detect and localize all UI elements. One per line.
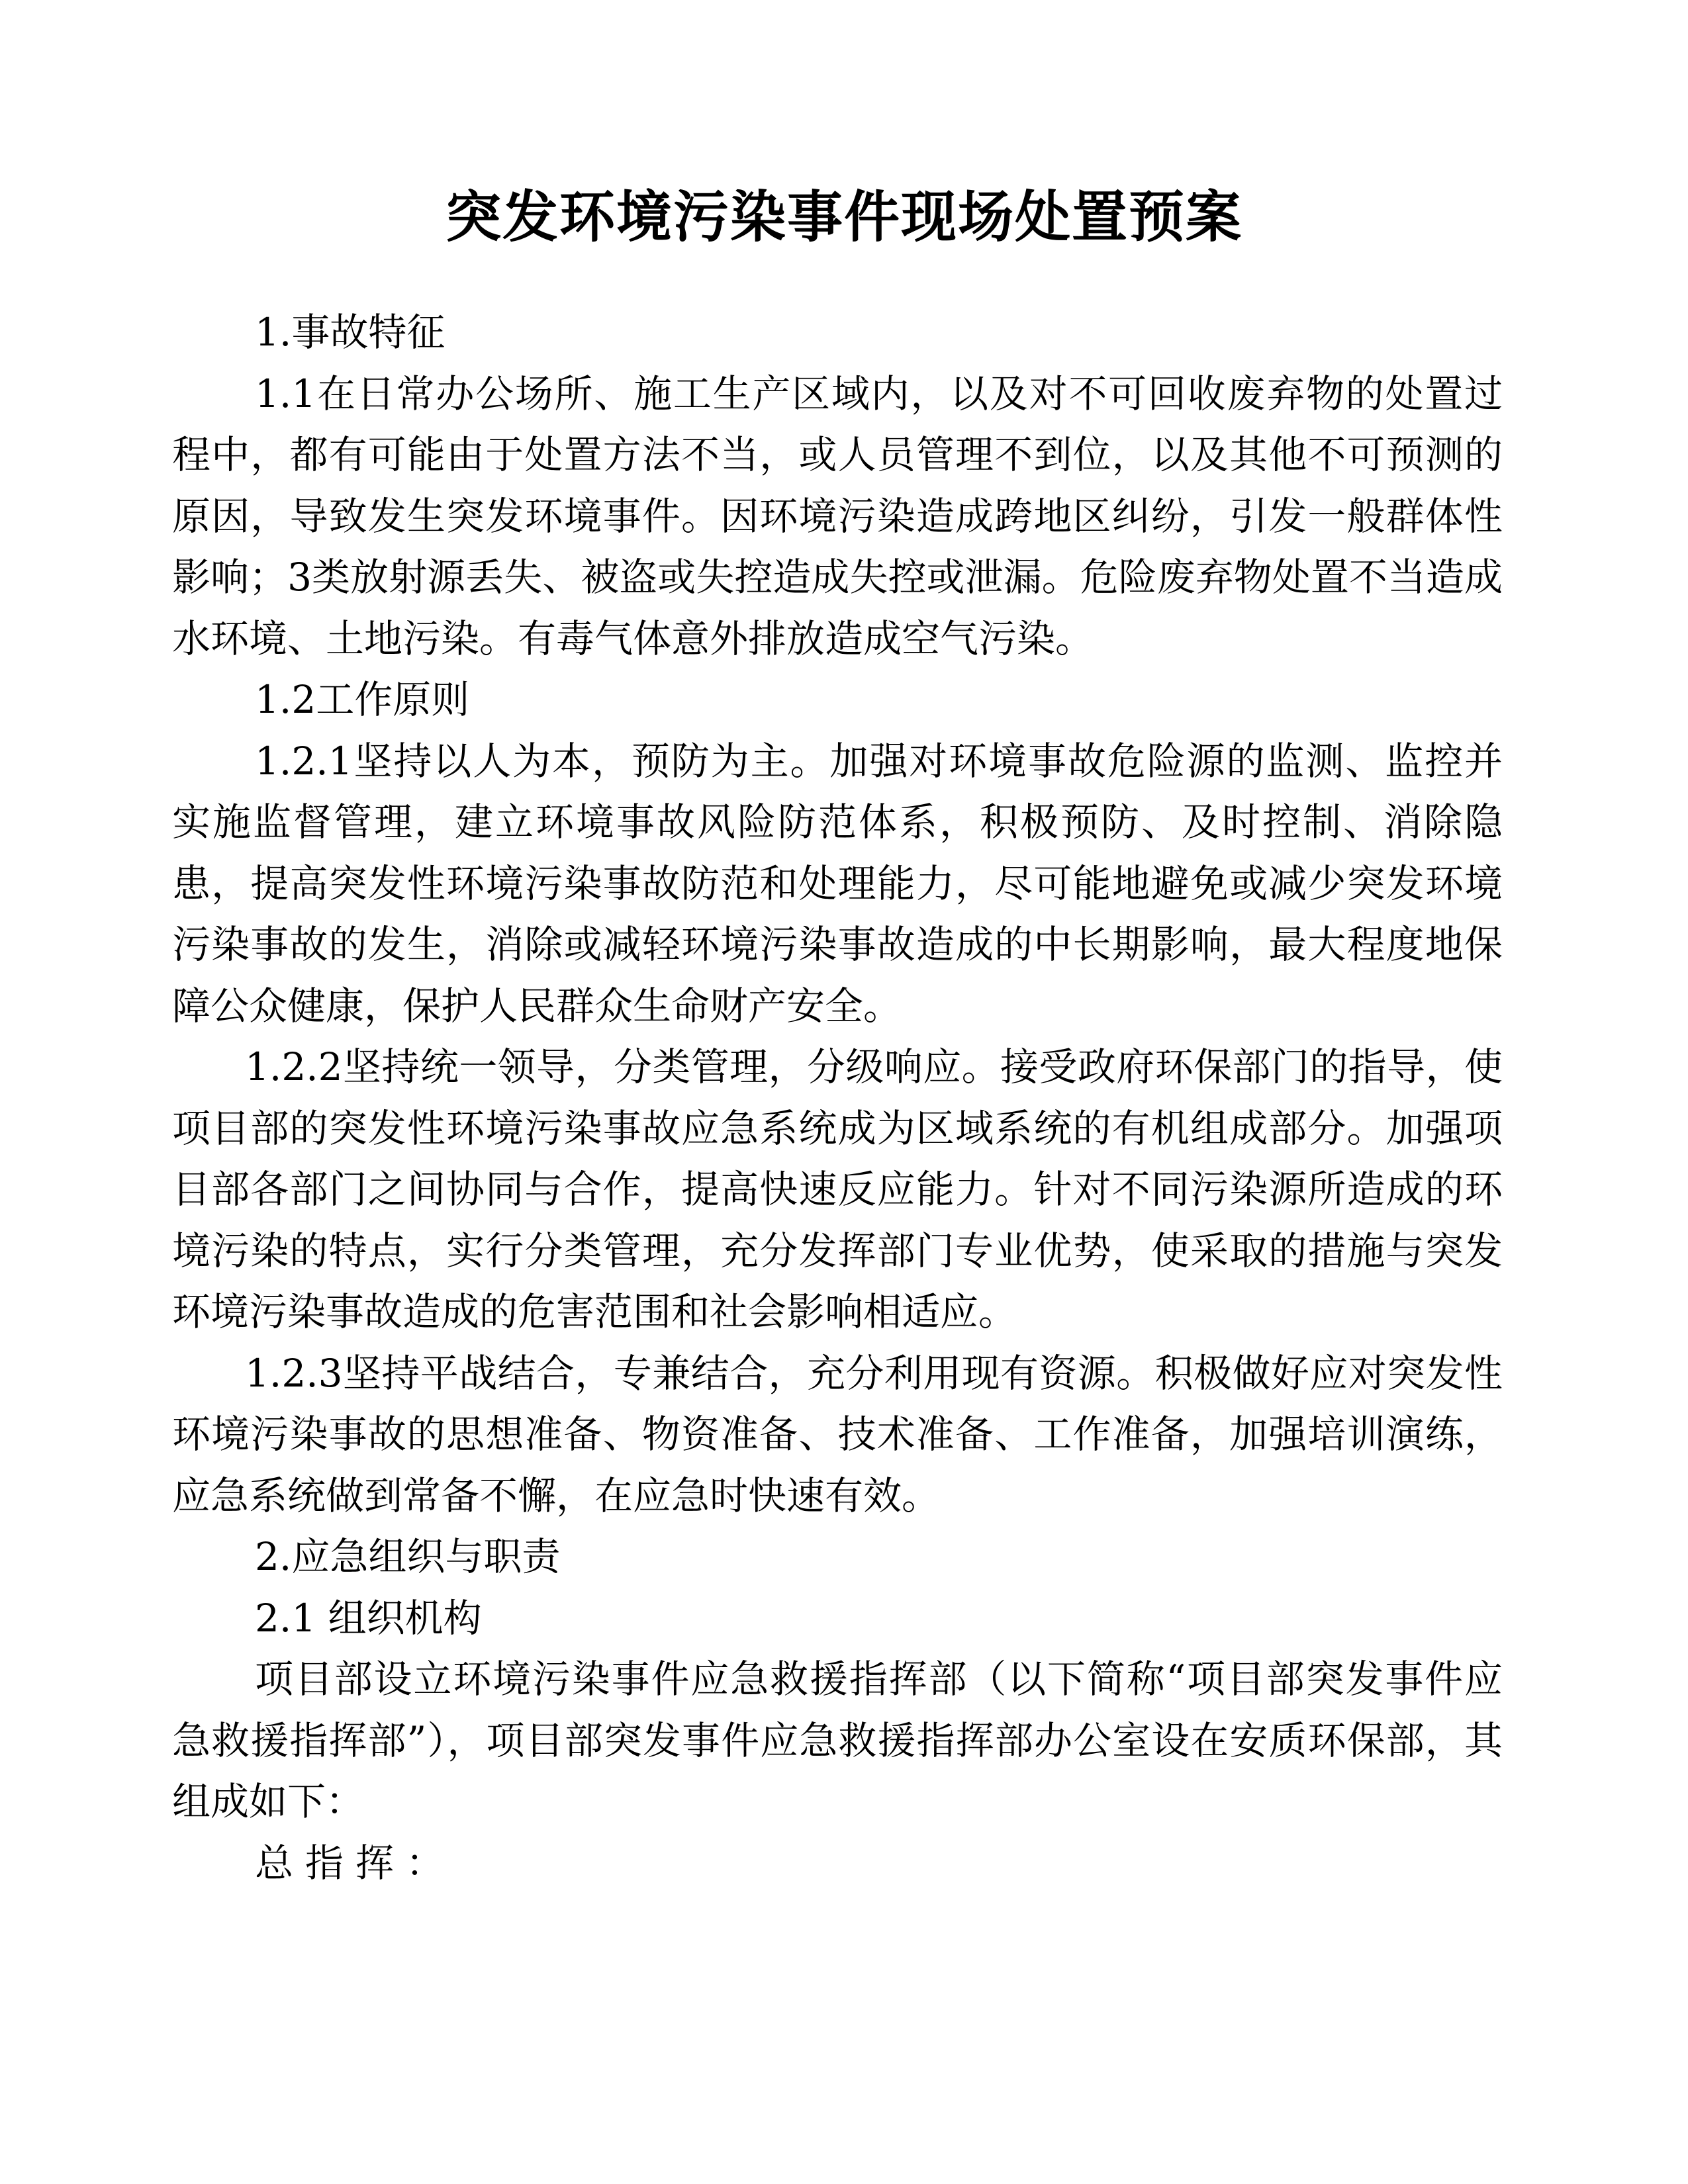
paragraph-1-2-2: 1.2.2坚持统一领导，分类管理，分级响应。接受政府环保部门的指导，使项目部的突发性环境污染事故应急系统成为区域系统的有机组成部分。加强项目部各部门之间协同与合作，提高快速反应能力。针对不同污染源所造成的环境污染的特点，实行分类管理，充分发挥部门专业优势，使采取的措施与突发环境污染事故造成的危害范围和社会影响相适应。 [172, 1044, 1503, 1334]
section-heading-organization-structure: 2.1 组织机构 [255, 1595, 482, 1641]
paragraph-1-2-1: 1.2.1坚持以人为本，预防为主。加强对环境事故危险源的监测、监控并实施监督管理，建立环境事故风险防范体系，积极预防、及时控制、消除隐患，提高突发性环境污染事故防范和处理能力，尽可能地避免或减少突发环境污染事故的发生，消除或减轻环境污染事故造成的中长期影响，最大程度地保障公众健康，保护人民群众生命财产安全。 [172, 738, 1503, 1028]
paragraph-1-2-3: 1.2.3坚持平战结合，专兼结合，充分利用现有资源。积极做好应对突发性环境污染事故的思想准备、物资准备、技术准备、工作准备，加强培训演练，应急系统做到常备不懈，在应急时快速有效。 [172, 1350, 1503, 1518]
paragraph-command-setup: 项目部设立环境污染事件应急救援指挥部（以下简称“项目部突发事件应急救援指挥部”），项目部突发事件应急救援指挥部办公室设在安质环保部，其组成如下： [172, 1657, 1503, 1824]
paragraph-1-1: 1.1在日常办公场所、施工生产区域内，以及对不可回收废弃物的处置过程中，都有可能由于处置方法不当，或人员管理不到位，以及其他不可预测的原因，导致发生突发环境事件。因环境污染造成跨地区纠纷，引发一般群体性影响；3类放射源丢失、被盗或失控造成失控或泄漏。危险废弃物处置不当造成水环境、土地污染。有毒气体意外排放造成空气污染。 [172, 371, 1503, 661]
commander-label: 总指挥： [255, 1840, 457, 1886]
document-body [172, 302, 1503, 1893]
section-heading-accident-features: 1.事故特征 [255, 310, 445, 355]
section-heading-working-principles: 1.2工作原则 [255, 677, 470, 722]
section-heading-emergency-organization: 2.应急组织与职责 [255, 1534, 561, 1579]
page-title: 突发环境污染事件现场处置预案 [445, 184, 1243, 250]
